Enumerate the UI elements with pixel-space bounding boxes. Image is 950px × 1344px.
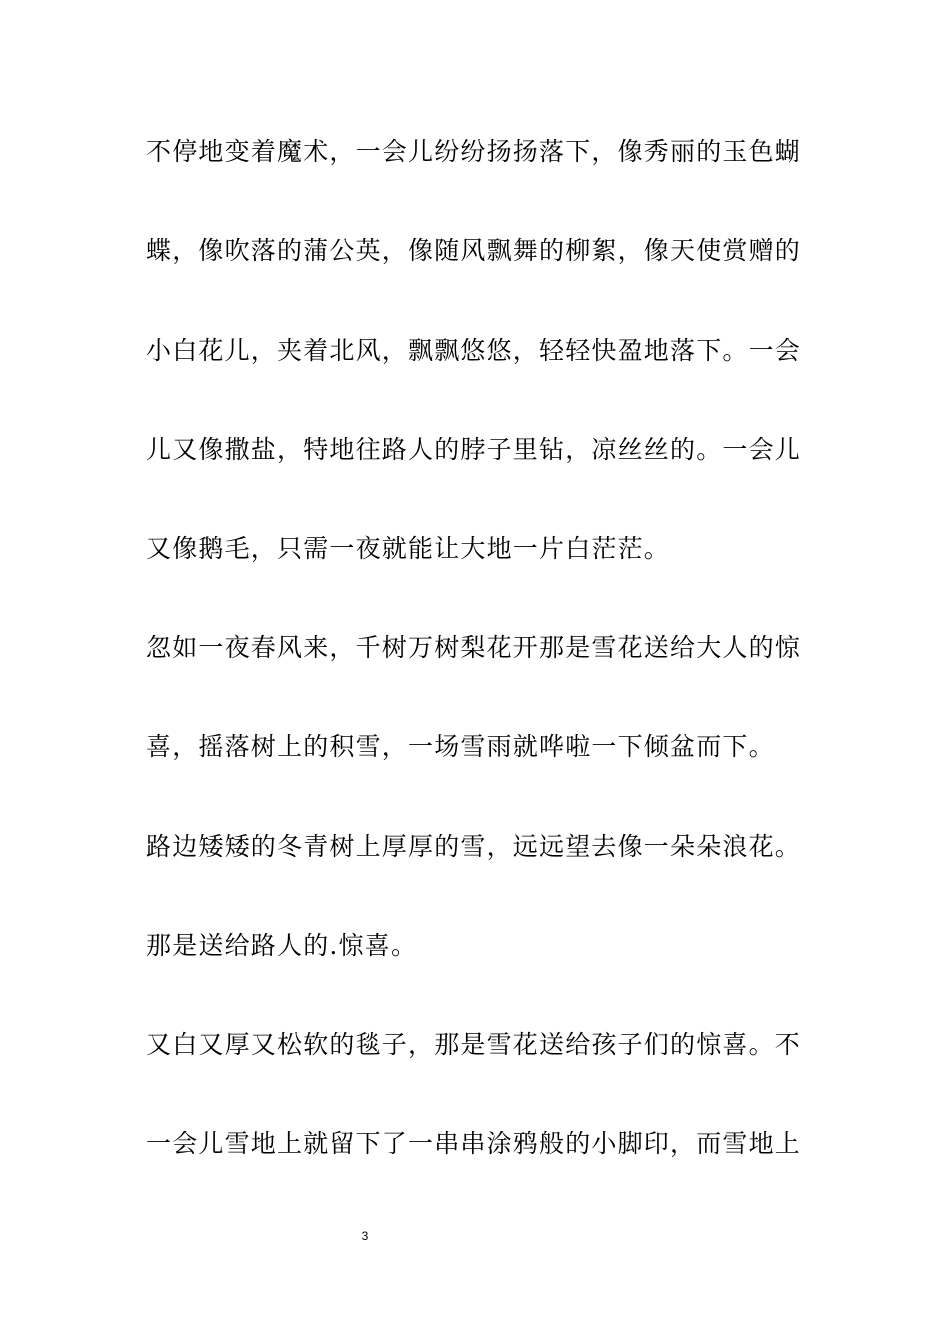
text-line: 一会儿雪地上就留下了一串串涂鸦般的小脚印，而雪地上 [146, 1129, 802, 1158]
text-line: 又像鹅毛，只需一夜就能让大地一片白茫茫。 [146, 534, 671, 563]
page-number: 3 [361, 1229, 369, 1243]
text-line: 蝶，像吹落的蒲公英，像随风飘舞的柳絮，像天使赏赠的 [146, 236, 802, 265]
text-line: 喜，摇落树上的积雪，一场雪雨就哗啦一下倾盆而下。 [146, 732, 775, 761]
text-line: 路边矮矮的冬青树上厚厚的雪，远远望去像一朵朵浪花。 [146, 832, 802, 861]
text-line: 忽如一夜春风来，千树万树梨花开那是雪花送给大人的惊 [146, 633, 802, 662]
text-line: 小白花儿，夹着北风，飘飘悠悠，轻轻快盈地落下。一会 [146, 336, 802, 365]
text-line: 儿又像撒盐，特地往路人的脖子里钻，凉丝丝的。一会儿 [146, 435, 802, 464]
text-line: 不停地变着魔术，一会儿纷纷扬扬落下，像秀丽的玉色蝴 [146, 137, 802, 166]
text-line: 又白又厚又松软的毯子，那是雪花送给孩子们的惊喜。不 [146, 1030, 802, 1059]
text-line: 那是送给路人的.惊喜。 [146, 931, 418, 960]
